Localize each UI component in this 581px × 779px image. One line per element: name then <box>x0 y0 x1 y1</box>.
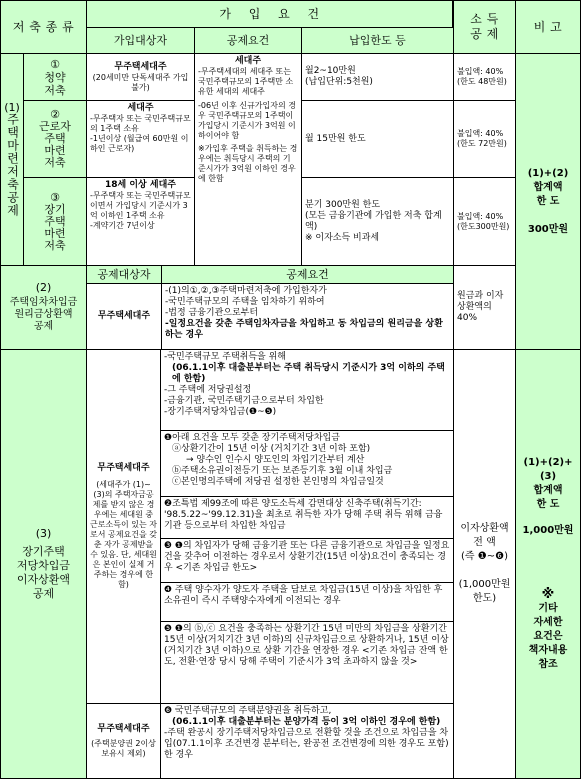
header-target: 가입대상자 <box>86 27 195 54</box>
target1: 무주택세대주 (20세미만 단독세대주 가입불가) <box>86 53 195 101</box>
rental-requirements: -(1)의①,②,③주택마련저축에 가입한자가 -국민주택규모의 주택을 임차하기 위하여 -법정 금융기관으로부터 -일정요건을 갖춘 주택임차자금을 차입하고 동 차입금의 원리금을 상환하는 경우 <box>161 283 454 350</box>
income1: 불입액: 40% (한도 48만원) <box>453 53 516 101</box>
longterm-common-reqs: -국민주택규모 주택취득을 위해 (06.1.1이후 대출분부터는 주택 취득당시 기준시가 3억 이하의 주택에 한함) -그 주택에 저당권설정 -금융기관, 국민주택기금으로부터 차입한 -장기주택저당차입금(❶~❺) <box>160 349 454 431</box>
longterm-target-2: 무주택세대주 (주택분양권 2이상 보유시 제외) <box>86 703 161 779</box>
income3: 불입액: 40% (한도300만원) <box>453 177 516 266</box>
rental-income: 원금과 이자상환액의 40% <box>453 265 516 350</box>
longterm-item-6: ❻ 국민주택규모의 주택분양권을 취득하고, (06.1.1이후 대출분부터는 분양가격 등이 3억 이하인 경우에 한함) -주택 완공시 장기주택저당차입금으로 전환할 것을 조건으로 차입금을 차입(07.1.1이후 조건변경 분부터는, 완공전 조건변경에 의한 경우도 포함)한 경우 <box>160 703 454 779</box>
header-requirements: 가 입 요 건 <box>86 0 453 28</box>
income2: 불입액: 40% (한도 72만원) <box>453 100 516 178</box>
header-income: 소 득 공 제 <box>453 0 516 54</box>
longterm-item-5: ❺ ❶의 ⓑ,ⓒ 요건을 충족하는 상환기간 15년 미만의 차입금을 상환기간 15년 이상(거치기간 3년 이하)의 신규차입금으로 상환하거나, 15년 이상(거치기간 3년 이하)으로 상환 기간을 연장한 경우 <기존 차입금 잔액 한도, 전환·연장 당시 당해 주택이 기준시가 3억 초과하지 않을 것> <box>160 621 454 704</box>
target3: 18세 이상 세대주 -무주택자 또는 국민주택규모이면서 가입당시 기준시가 3억 이하인 1주택 소유 -계약기간 7년이상 <box>86 177 195 266</box>
deduct-requirements: 세대주 -무주택세대의 세대주 또는 국민주택규모의 1주택만 소유한 세대의 세대주 -06년 이후 신규가입자의 경우 국민주택규모의 1주택이 가입당시 기준시가 3억원 이하이어야 함 ※가입후 주택을 취득하는 경우에는 취득당시 주택의 기준시가가 3억원 이하인 경우에 한함 <box>194 53 302 266</box>
limit1: 월2~10만원 (납입단위:5천원) <box>301 53 454 101</box>
header-deduct: 공제요건 <box>194 27 302 54</box>
note-limit-1000: (1)+(2)+(3) 합계액 한 도 1,000만원 ※ 기타 자세한 요건은 책자내용 참조 <box>515 349 581 779</box>
longterm-item-2: ❷조특법 제99조에 따른 양도소득세 감면대상 신축주택(취득기간: '98.5.22~'99.12.31)을 최초로 취득한 자가 당해 주택 취득 위해 금융기관 등으로부터 차입한 차입금 <box>160 496 454 539</box>
longterm-income: 이자상환액 전 액 (즉 ❶~❻) (1,000만원 한도) <box>453 349 516 779</box>
limit2: 월 15만원 한도 <box>301 100 454 178</box>
longterm-item-4: ❹ 주택 양수자가 양도자 주택을 담보로 차입금(15년 이상)을 차입한 후 소유권이 즉시 주택양수자에게 이전되는 경우 <box>160 582 454 622</box>
longterm-target: 무주택세대주 (세대주가 (1)~ (3)의 주택자금공제를 받지 않은 경우에는 세대원 중 근로소득이 있는 자로서 공제요건을 갖춘 자가 공제받을 수 있음. 단, 세대원은 본인이 실제 거주하는 경우에 한함) <box>86 349 161 704</box>
target2: 세대주 -무주택자 또는 국민주택규모의 1주택 소유 -1년이상 (월급여 60만원 이하인 근로자) <box>86 100 195 178</box>
section3-label: (3) 장기주택 저당차입금 이자상환액 공제 <box>0 349 87 779</box>
item-worker-housing: ② 근로자 주택 마련 저축 <box>23 100 87 178</box>
limit3: 분기 300만원 한도 (모든 금융기관에 가입한 저축 합계액) ※ 이자소득 비과세 <box>301 177 454 266</box>
longterm-item-1: ❶아래 요건을 모두 갖춘 장기주택저당차입금 ⓐ상환기간이 15년 이상 (거치기간 3년 이하 포함) → 양수인 인수시 양도인의 차입기간부터 계산 ⓑ주택소유권이전등기 또는 보존등기후 3월 이내 차입금 ⓒ본인명의주택에 저당권 설정한 본인명의 차입금일것 <box>160 430 454 497</box>
note-limit-300: (1)+(2) 합계액 한 도 300만원 <box>515 53 581 350</box>
header-type: 저 축 종 류 <box>0 0 87 54</box>
longterm-item-3: ❸ ❶의 차입자가 당해 금융기관 또는 다른 금융기관으로 차입금을 일정요건을 갖추어 이전하는 경우로서 상환기간(15년 이상)요건이 충족되는 경우 <기존 차입금 한도> <box>160 538 454 583</box>
header-limit: 납입한도 등 <box>301 27 454 54</box>
section1-label: (1) 주택마련저축공제 <box>0 53 24 266</box>
rental-deduct-header: 공제요건 <box>161 265 454 284</box>
rental-target: 무주택세대주 <box>86 283 162 350</box>
item-cheongyak: ① 청약 저축 <box>23 53 87 101</box>
header-note: 비 고 <box>515 0 581 54</box>
item-long-term-housing: ③ 장기 주택 마련 저축 <box>23 177 87 266</box>
rental-target-header: 공제대상자 <box>86 265 162 284</box>
section2-label: (2) 주택임차차입금 원리금상환액 공제 <box>0 265 87 350</box>
